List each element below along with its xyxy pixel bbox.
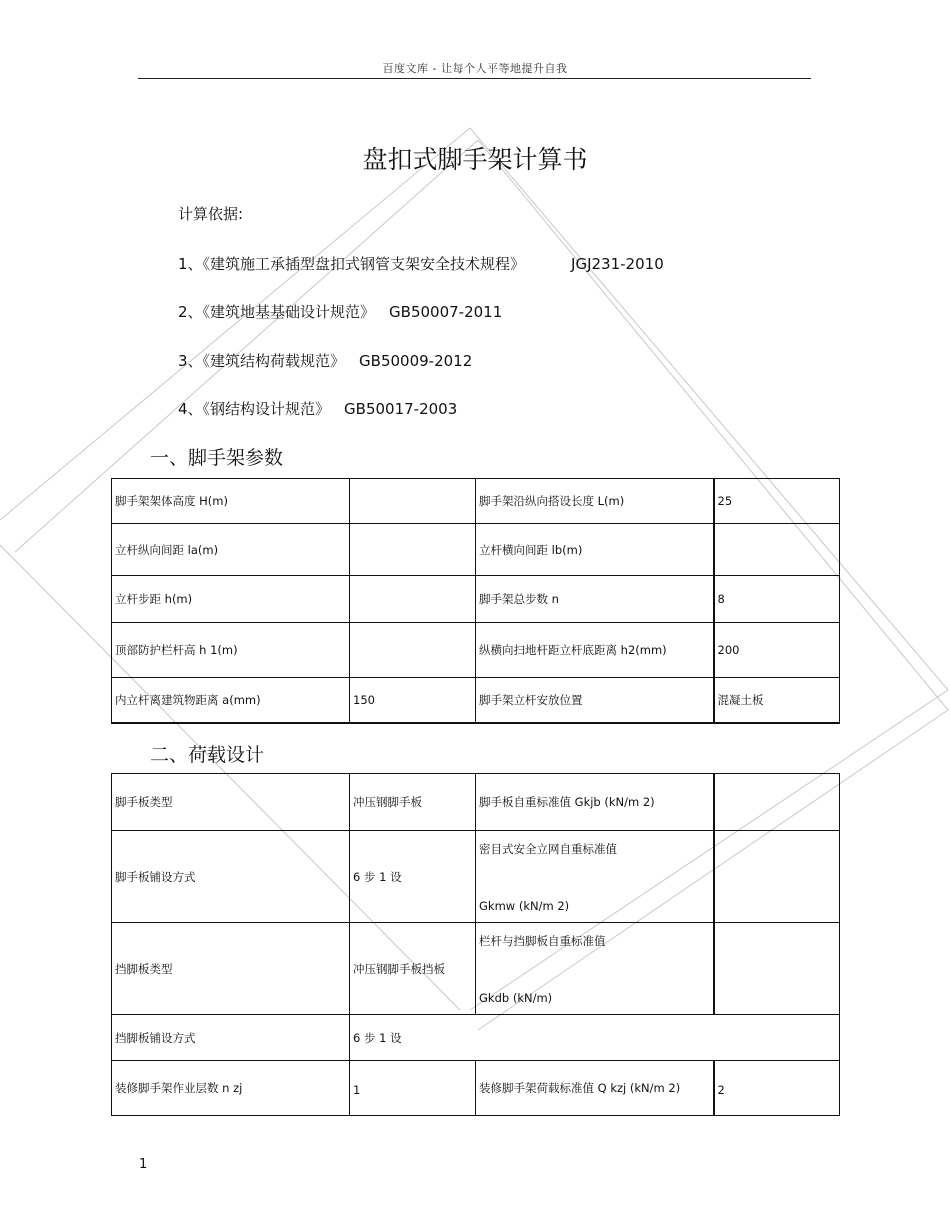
table-row [112,678,840,723]
param-value [350,576,476,623]
basis-item-name: 2、《建筑地基基础设计规范》 [178,303,376,321]
basis-item [178,350,472,371]
table-row [112,831,840,923]
load-value: 冲压钢脚手板 [350,774,476,831]
load-value: 6 步 1 设 [350,1015,840,1061]
param-label: 内立杆离建筑物距离 a(mm) [112,678,350,723]
basis-item [178,253,664,274]
basis-item-code: GB50017-2003 [344,400,458,418]
table-row [112,623,840,678]
document-title: 盘扣式脚手架计算书 [362,145,588,174]
param-label: 脚手架立杆安放位置 [476,678,714,723]
page-number: 1 [139,1157,148,1172]
load-label: 脚手板类型 [112,774,350,831]
table-row [112,774,840,831]
param-value [350,524,476,576]
load-value: 1 [350,1061,476,1116]
param-label: 立杆纵向间距 la(m) [112,524,350,576]
load-value [714,923,840,1015]
param-label: 脚手架架体高度 H(m) [112,479,350,524]
load-value: 6 步 1 设 [350,831,476,923]
load-design-table [111,773,840,1116]
basis-item [178,398,457,419]
basis-item-name: 1、《建筑施工承插型盘扣式钢管支架安全技术规程》 [178,255,526,273]
load-value: 2 [714,1061,840,1116]
param-label: 立杆步距 h(m) [112,576,350,623]
section-heading-load-design: 二、荷载设计 [150,744,265,766]
table-row [112,923,840,1015]
param-value: 25 [714,479,840,524]
basis-label: 计算依据: [178,205,244,223]
basis-item-code: JGJ231-2010 [571,255,664,273]
load-label: 脚手板铺设方式 [112,831,350,923]
param-label: 纵横向扫地杆距立杆底距离 h2(mm) [476,623,714,678]
load-label-line: Gkmw (kN/m 2) [479,898,570,913]
param-label: 脚手架沿纵向搭设长度 L(m) [476,479,714,524]
load-label-line: Gkdb (kN/m) [479,990,553,1005]
page-header-text: 百度文库 - 让每个人平等地提升自我 [382,62,568,75]
load-label: 装修脚手架作业层数 n zj [112,1061,350,1116]
table-row [112,524,840,576]
basis-item-code: GB50007-2011 [389,303,503,321]
table-row [112,479,840,524]
section-heading-scaffold-params: 一、脚手架参数 [150,447,284,469]
load-label: 装修脚手架荷载标准值 Q kzj (kN/m 2) [476,1061,714,1116]
param-label: 立杆横向间距 lb(m) [476,524,714,576]
param-value [350,623,476,678]
load-value [714,831,840,923]
load-label: 挡脚板类型 [112,923,350,1015]
load-label-line: 密目式安全立网自重标准值 [479,841,617,856]
param-value: 150 [350,678,476,723]
scaffold-params-table [111,478,840,724]
load-label: 挡脚板铺设方式 [112,1015,350,1061]
param-value [714,524,840,576]
load-label-line: 栏杆与挡脚板自重标准值 [479,933,606,948]
header-divider [138,78,811,79]
param-label: 顶部防护栏杆高 h 1(m) [112,623,350,678]
param-value [350,479,476,524]
param-label: 脚手架总步数 n [476,576,714,623]
table-row [112,1061,840,1116]
load-label: 脚手板自重标准值 Gkjb (kN/m 2) [476,774,714,831]
param-value: 200 [714,623,840,678]
table-row [112,576,840,623]
param-value: 混凝土板 [714,678,840,723]
load-value: 冲压钢脚手板挡板 [350,923,476,1015]
table-row [112,1015,840,1061]
basis-item [178,301,502,322]
load-label-multiline [476,831,714,923]
basis-item-code: GB50009-2012 [359,352,473,370]
basis-item-name: 4、《钢结构设计规范》 [178,400,331,418]
param-value: 8 [714,576,840,623]
load-value [714,774,840,831]
load-label-multiline [476,923,714,1015]
basis-item-name: 3、《建筑结构荷载规范》 [178,352,346,370]
